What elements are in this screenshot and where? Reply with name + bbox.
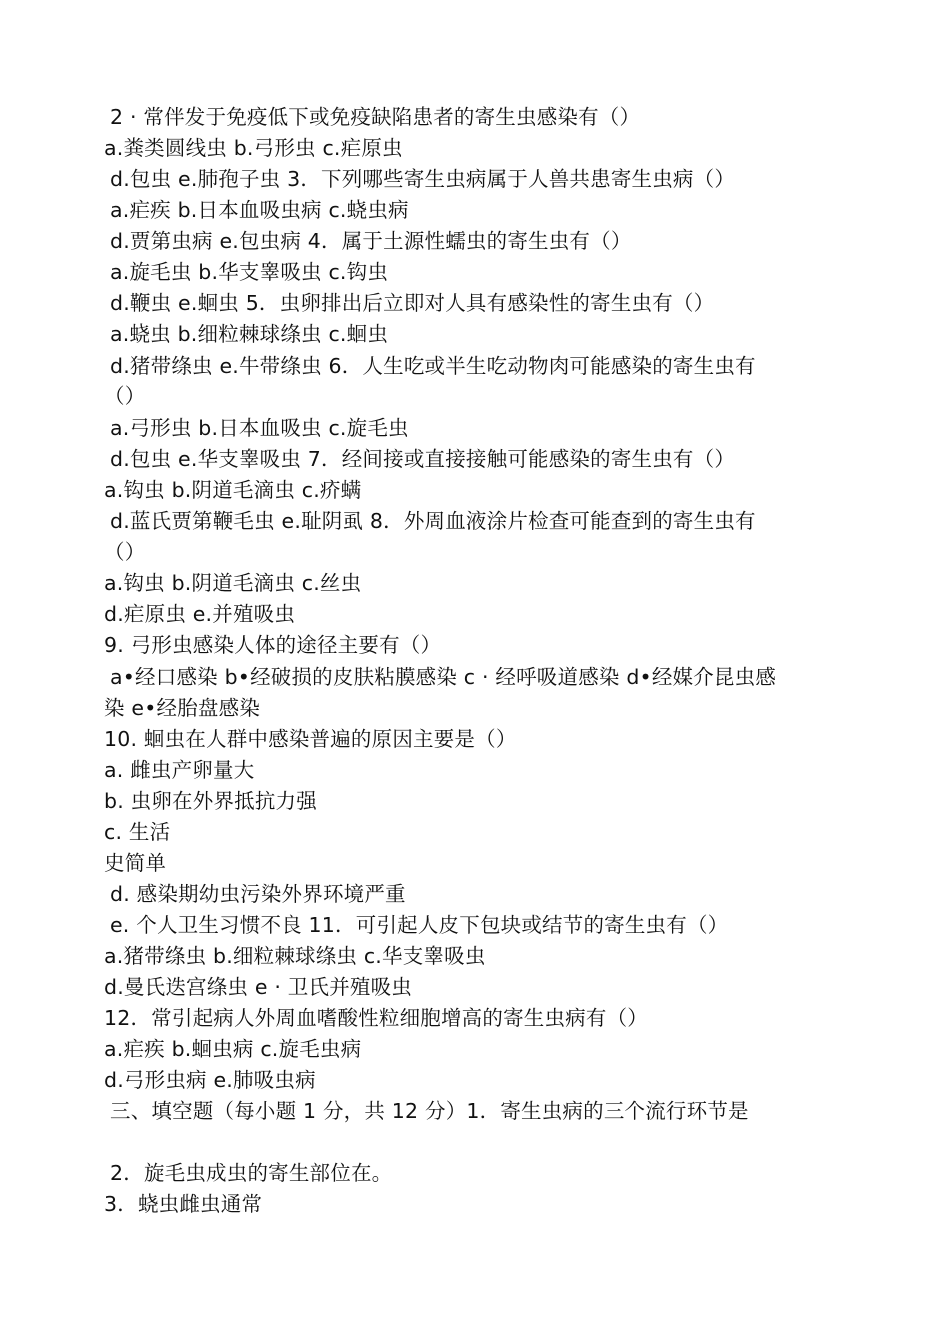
text-line: d.蓝氏贾第鞭毛虫 e.耻阴虱 8．外周血液涂片检查可能查到的寄生虫有 bbox=[110, 509, 756, 533]
text-line: 10. 蛔虫在人群中感染普遍的原因主要是（） bbox=[104, 727, 517, 751]
text-line: a•经口感染 b•经破损的皮肤粘膜感染 c · 经呼吸道感染 d•经媒介昆虫感 bbox=[110, 665, 777, 689]
text-line: a.猪带绦虫 b.细粒棘球绦虫 c.华支睾吸虫 bbox=[104, 944, 486, 968]
text-line: 染 e•经胎盘感染 bbox=[104, 696, 261, 720]
text-line: 12．常引起病人外周血嗜酸性粒细胞增高的寄生虫病有（） bbox=[104, 1006, 648, 1030]
text-line: a.粪类圆线虫 b.弓形虫 c.疟原虫 bbox=[104, 136, 403, 160]
text-line: 史简单 bbox=[104, 851, 167, 875]
text-line: a.钩虫 b.阴道毛滴虫 c.疥螨 bbox=[104, 478, 362, 502]
text-line: d.疟原虫 e.并殖吸虫 bbox=[104, 602, 296, 626]
text-line: a. 雌虫产卵量大 bbox=[104, 758, 255, 782]
text-line: a.钩虫 b.阴道毛滴虫 c.丝虫 bbox=[104, 571, 362, 595]
text-line: a.疟疾 b.蛔虫病 c.旋毛虫病 bbox=[104, 1037, 362, 1061]
text-line: c. 生活 bbox=[104, 820, 171, 844]
text-line: e. 个人卫生习惯不良 11．可引起人皮下包块或结节的寄生虫有（） bbox=[110, 913, 729, 937]
text-line: d.包虫 e.华支睾吸虫 7．经间接或直接接触可能感染的寄生虫有（） bbox=[110, 447, 736, 471]
text-line: 3．蛲虫雌虫通常 bbox=[104, 1192, 263, 1216]
text-line: a.蛲虫 b.细粒棘球绦虫 c.蛔虫 bbox=[110, 322, 389, 346]
text-line: d.曼氏迭宫绦虫 e · 卫氏并殖吸虫 bbox=[104, 975, 413, 999]
text-line: d.鞭虫 e.蛔虫 5．虫卵排出后立即对人具有感染性的寄生虫有（） bbox=[110, 291, 715, 315]
text-line: a.旋毛虫 b.华支睾吸虫 c.钩虫 bbox=[110, 260, 389, 284]
text-line: a.弓形虫 b.日本血吸虫 c.旋毛虫 bbox=[110, 416, 409, 440]
text-line: a.疟疾 b.日本血吸虫病 c.蛲虫病 bbox=[110, 198, 409, 222]
text-line: （） bbox=[104, 384, 146, 408]
text-line: d. 感染期幼虫污染外界环境严重 bbox=[110, 882, 406, 906]
text-line: 2 · 常伴发于免疫低下或免疫缺陷患者的寄生虫感染有（） bbox=[110, 105, 641, 129]
text-line: 2．旋毛虫成虫的寄生部位在。 bbox=[110, 1161, 393, 1185]
text-line: d.贾第虫病 e.包虫病 4．属于土源性蠕虫的寄生虫有（） bbox=[110, 229, 632, 253]
text-line: 三、填空题（每小题 1 分，共 12 分）1．寄生虫病的三个流行环节是 bbox=[110, 1099, 749, 1123]
text-line: 9. 弓形虫感染人体的途径主要有（） bbox=[104, 633, 442, 657]
text-line: （） bbox=[104, 540, 146, 564]
text-line: d.弓形虫病 e.肺吸虫病 bbox=[104, 1068, 316, 1092]
text-line: b. 虫卵在外界抵抗力强 bbox=[104, 789, 317, 813]
text-line: d.包虫 e.肺孢子虫 3．下列哪些寄生虫病属于人兽共患寄生虫病（） bbox=[110, 167, 736, 191]
text-line: d.猪带绦虫 e.牛带绦虫 6．人生吃或半生吃动物肉可能感染的寄生虫有 bbox=[110, 354, 756, 378]
